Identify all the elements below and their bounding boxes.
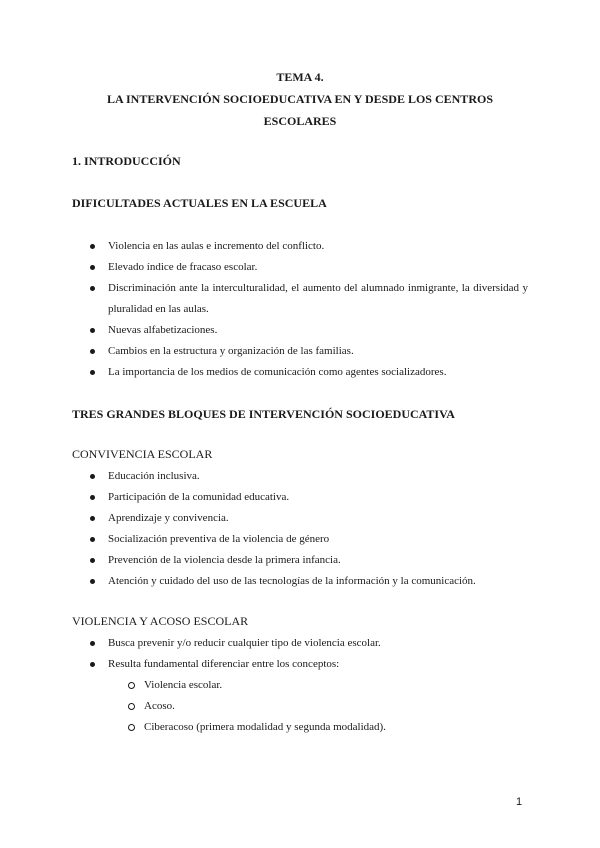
list-item: Educación inclusiva. — [72, 466, 528, 487]
bullet-icon — [90, 370, 95, 375]
list-item: Busca prevenir y/o reducir cualquier tipo de violencia escolar. — [72, 633, 528, 654]
block-title-violencia: VIOLENCIA Y ACOSO ESCOLAR — [72, 614, 249, 628]
bullet-icon — [90, 328, 95, 333]
bullet-icon — [90, 558, 95, 563]
list-item: Resulta fundamental diferenciar entre los conceptos: — [72, 654, 528, 675]
bullet-icon — [90, 286, 95, 291]
hollow-bullet-icon — [128, 724, 135, 731]
difficulties-list — [72, 236, 528, 383]
list-item: Discriminación ante la interculturalidad, el aumento del alumnado inmigrante, la diversidad y pluralidad en las aulas. — [72, 278, 528, 320]
bullet-icon — [90, 516, 95, 521]
bullet-icon — [90, 579, 95, 584]
bullet-icon — [90, 349, 95, 354]
document-title — [72, 66, 528, 132]
title-line-2: LA INTERVENCIÓN SOCIOEDUCATIVA EN Y DESDE LOS CENTROS — [106, 92, 493, 106]
convivencia-list — [72, 466, 528, 592]
bullet-icon — [90, 244, 95, 249]
list-item: Nuevas alfabetizaciones. — [72, 320, 528, 341]
title-line-3: ESCOLARES — [263, 114, 337, 128]
hollow-bullet-icon — [128, 703, 135, 710]
bullet-icon — [90, 495, 95, 500]
list-item: Elevado índice de fracaso escolar. — [72, 257, 528, 278]
concepts-sublist — [72, 675, 528, 738]
subheading-tres-bloques: TRES GRANDES BLOQUES DE INTERVENCIÓN SOCIOEDUCATIVA — [72, 407, 455, 421]
bullet-icon — [90, 537, 95, 542]
list-item: Aprendizaje y convivencia. — [72, 508, 528, 529]
sub-list-container — [72, 675, 528, 738]
list-item: Prevención de la violencia desde la primera infancia. — [72, 550, 528, 571]
list-item: Socialización preventiva de la violencia de género — [72, 529, 528, 550]
bullet-icon — [90, 265, 95, 270]
sub-list-item: Violencia escolar. — [72, 675, 528, 696]
block-title-convivencia: CONVIVENCIA ESCOLAR — [72, 447, 213, 461]
list-item: La importancia de los medios de comunicación como agentes socializadores. — [72, 362, 528, 383]
section-heading-introduccion: 1. INTRODUCCIÓN — [72, 154, 181, 168]
sub-list-item: Acoso. — [72, 696, 528, 717]
bullet-icon — [90, 662, 95, 667]
subheading-dificultades: DIFICULTADES ACTUALES EN LA ESCUELA — [72, 196, 327, 210]
bullet-icon — [90, 474, 95, 479]
bullet-icon — [90, 641, 95, 646]
list-item: Atención y cuidado del uso de las tecnologías de la información y la comunicación. — [72, 571, 528, 592]
sub-list-item: Ciberacoso (primera modalidad y segunda modalidad). — [72, 717, 528, 738]
page-number: 1 — [516, 796, 523, 808]
hollow-bullet-icon — [128, 682, 135, 689]
list-item: Cambios en la estructura y organización de las familias. — [72, 341, 528, 362]
title-line-1: TEMA 4. — [276, 70, 324, 84]
list-item: Participación de la comunidad educativa. — [72, 487, 528, 508]
violencia-list — [72, 633, 528, 738]
list-item: Violencia en las aulas e incremento del conflicto. — [72, 236, 528, 257]
